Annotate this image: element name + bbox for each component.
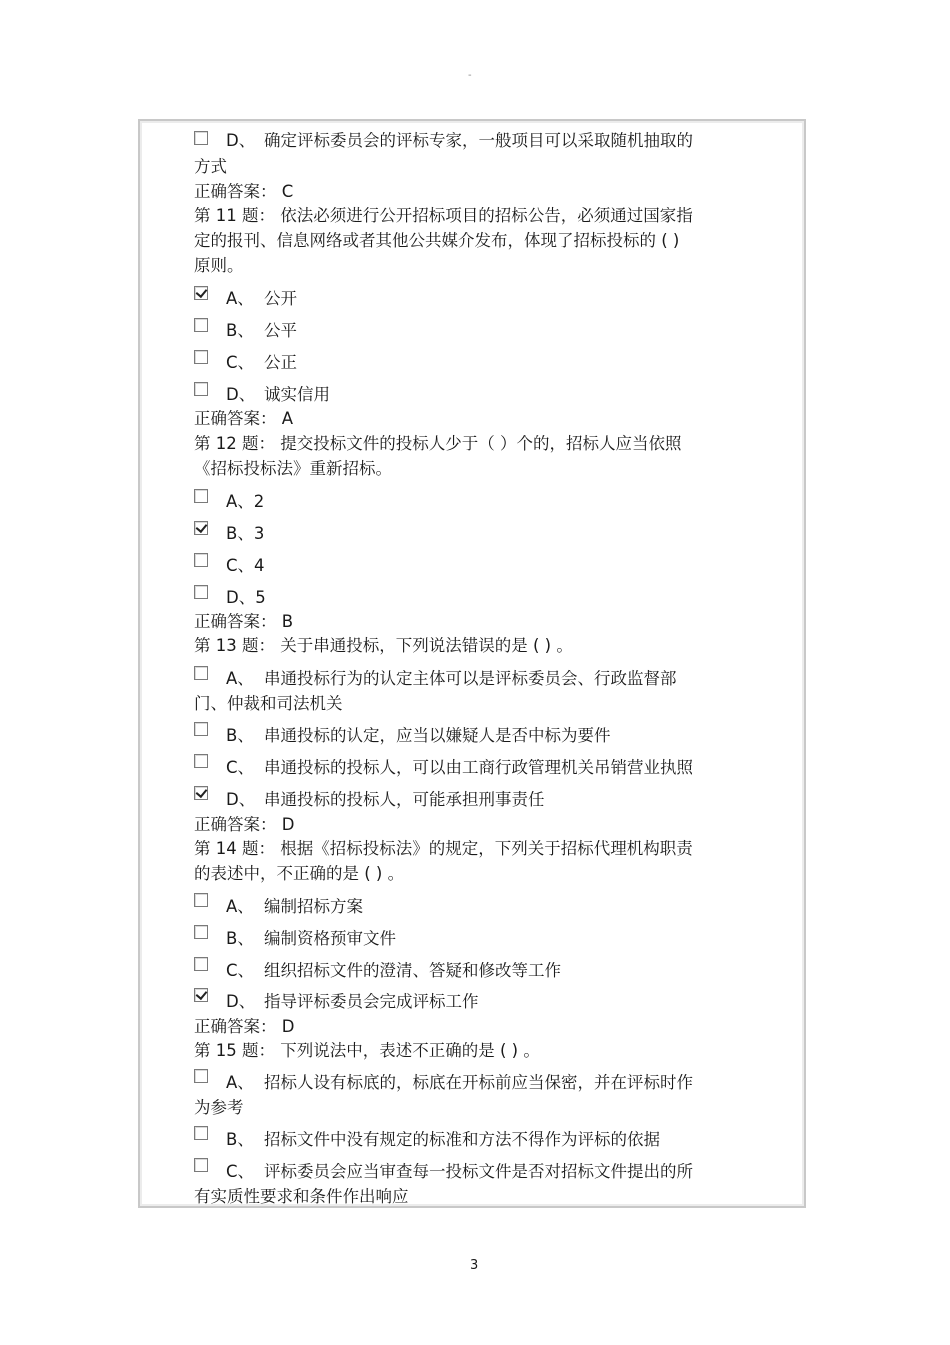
checkbox-checked[interactable] bbox=[194, 988, 208, 1002]
checkbox[interactable] bbox=[194, 489, 208, 503]
option-letter: C、 bbox=[226, 1162, 255, 1181]
option-text: 评标委员会应当审查每一投标文件是否对招标文件提出的所 bbox=[264, 1162, 693, 1181]
option-letter: B、 bbox=[226, 1130, 254, 1149]
option-text: 串通投标行为的认定主体可以是评标委员会、行政监督部 bbox=[264, 669, 677, 688]
question-text: 第 15 题： 下列说法中，表述不正确的是 ( ) 。 bbox=[194, 1041, 540, 1060]
option-text: 组织招标文件的澄清、答疑和修改等工作 bbox=[264, 961, 561, 980]
question-text: 第 12 题： 提交投标文件的投标人少于（ ）个的，招标人应当依照 bbox=[194, 434, 682, 453]
option-text: 编制资格预审文件 bbox=[264, 929, 396, 948]
checkbox-checked[interactable] bbox=[194, 286, 208, 300]
checkbox[interactable] bbox=[194, 131, 208, 145]
option-text: 确定评标委员会的评标专家，一般项目可以采取随机抽取的 bbox=[264, 131, 693, 150]
option-letter: D、 bbox=[226, 992, 256, 1011]
option-letter: D、 bbox=[226, 131, 256, 150]
option-text: 串通投标的投标人，可以由工商行政管理机关吊销营业执照 bbox=[264, 758, 693, 777]
option-letter: C、 bbox=[226, 961, 255, 980]
option-text: 诚实信用 bbox=[264, 385, 330, 404]
option-letter: B、 bbox=[226, 321, 254, 340]
checkbox[interactable] bbox=[194, 382, 208, 396]
option-letter: B、3 bbox=[226, 524, 265, 543]
option-text: 公平 bbox=[264, 321, 297, 340]
option-text: 串通投标的投标人，可能承担刑事责任 bbox=[264, 790, 545, 809]
question-text: 第 13 题： 关于串通投标，下列说法错误的是 ( ) 。 bbox=[194, 636, 573, 655]
checkbox[interactable] bbox=[194, 585, 208, 599]
page-number: 3 bbox=[470, 1258, 479, 1273]
option-text: 编制招标方案 bbox=[264, 897, 363, 916]
correct-answer: 正确答案： B bbox=[194, 612, 294, 631]
correct-answer: 正确答案： C bbox=[194, 182, 294, 201]
option-letter: C、 bbox=[226, 758, 255, 777]
checkbox-checked[interactable] bbox=[194, 521, 208, 535]
option-text: 公开 bbox=[264, 289, 297, 308]
option-letter: D、 bbox=[226, 790, 256, 809]
checkbox[interactable] bbox=[194, 350, 208, 364]
checkbox[interactable] bbox=[194, 1126, 208, 1140]
correct-answer: 正确答案： A bbox=[194, 409, 294, 428]
checkbox[interactable] bbox=[194, 666, 208, 680]
checkbox[interactable] bbox=[194, 957, 208, 971]
option-text: 招标文件中没有规定的标准和方法不得作为评标的依据 bbox=[264, 1130, 660, 1149]
question-text: 定的报刊、信息网络或者其他公共媒介发布，体现了招标投标的 ( ) bbox=[194, 231, 680, 250]
question-text: 第 11 题： 依法必须进行公开招标项目的招标公告，必须通过国家指 bbox=[194, 206, 693, 225]
checkbox-checked[interactable] bbox=[194, 786, 208, 800]
option-text-cont: 门、仲裁和司法机关 bbox=[194, 694, 343, 713]
option-text: 公正 bbox=[264, 353, 297, 372]
checkbox[interactable] bbox=[194, 1069, 208, 1083]
option-text-cont: 为参考 bbox=[194, 1098, 244, 1117]
option-letter: B、 bbox=[226, 726, 254, 745]
option-letter: A、2 bbox=[226, 492, 265, 511]
checkbox[interactable] bbox=[194, 722, 208, 736]
option-text: 指导评标委员会完成评标工作 bbox=[264, 992, 479, 1011]
option-letter: C、4 bbox=[226, 556, 265, 575]
option-letter: A、 bbox=[226, 1073, 254, 1092]
question-text: 第 14 题： 根据《招标投标法》的规定，下列关于招标代理机构职责 bbox=[194, 839, 693, 858]
option-letter: A、 bbox=[226, 669, 254, 688]
option-letter: D、 bbox=[226, 385, 256, 404]
option-text: 串通投标的认定，应当以嫌疑人是否中标为要件 bbox=[264, 726, 611, 745]
correct-answer: 正确答案： D bbox=[194, 1017, 295, 1036]
checkbox[interactable] bbox=[194, 925, 208, 939]
option-letter: D、5 bbox=[226, 588, 266, 607]
question-text: 《招标投标法》重新招标。 bbox=[194, 459, 392, 478]
checkbox[interactable] bbox=[194, 754, 208, 768]
option-letter: A、 bbox=[226, 289, 254, 308]
checkbox[interactable] bbox=[194, 893, 208, 907]
option-letter: A、 bbox=[226, 897, 254, 916]
option-letter: C、 bbox=[226, 353, 255, 372]
option-text-cont: 有实质性要求和条件作出响应 bbox=[194, 1187, 409, 1206]
option-text: 招标人设有标底的，标底在开标前应当保密，并在评标时作 bbox=[264, 1073, 693, 1092]
correct-answer: 正确答案： D bbox=[194, 815, 295, 834]
option-letter: B、 bbox=[226, 929, 254, 948]
page-marker: - bbox=[468, 70, 472, 81]
checkbox[interactable] bbox=[194, 553, 208, 567]
question-text: 原则。 bbox=[194, 256, 244, 275]
checkbox[interactable] bbox=[194, 318, 208, 332]
option-text-cont: 方式 bbox=[194, 157, 227, 176]
checkbox[interactable] bbox=[194, 1158, 208, 1172]
question-text: 的表述中，不正确的是 ( ) 。 bbox=[194, 864, 405, 883]
